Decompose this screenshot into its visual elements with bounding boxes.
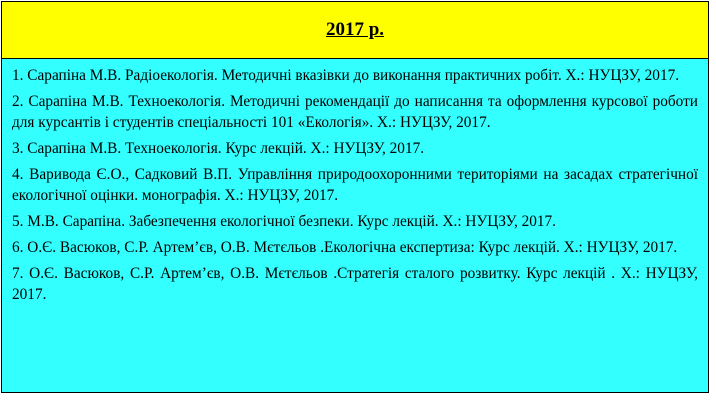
list-item: 5. М.В. Сарапіна. Забезпечення екологічної безпеки. Курс лекцій. Х.: НУЦЗУ, 2017. (12, 213, 557, 230)
year-title: 2017 р. (325, 19, 385, 40)
list-item: 4. Варивода Є.О., Садковий В.П. Управління природоохоронними територіями на засадах стратегічної екологічної оцінки. монографія. Х.: НУЦЗУ, 2017. (12, 166, 698, 204)
table-header (1, 1, 709, 59)
list-item: 6. О.Є. Васюков, С.Р. Артем’єв, О.В. Мєтєльов .Екологічна експертиза: Курс лекцій. Х.: НУЦЗУ, 2017. (12, 239, 678, 256)
list-item: 2. Сарапіна М.В. Техноекологія. Методичні рекомендації до написання та оформлення курсової роботи для курсантів і студентів спеціальності 101 «Екологія». Х.: НУЦЗУ, 2017. (12, 93, 698, 131)
list-item: 7. О.Є. Васюков, С.Р. Артем’єв, О.В. Мєтєльов .Стратегія сталого розвитку. Курс лекцій . Х.: НУЦЗУ, 2017. (12, 265, 698, 303)
publications-list (1, 59, 709, 393)
list-item: 3. Сарапіна М.В. Техноекологія. Курс лекцій. Х.: НУЦЗУ, 2017. (12, 140, 425, 157)
list-item: 1. Сарапіна М.В. Радіоекологія. Методичні вказівки до виконання практичних робіт. Х.: НУЦЗУ, 2017. (12, 67, 680, 84)
